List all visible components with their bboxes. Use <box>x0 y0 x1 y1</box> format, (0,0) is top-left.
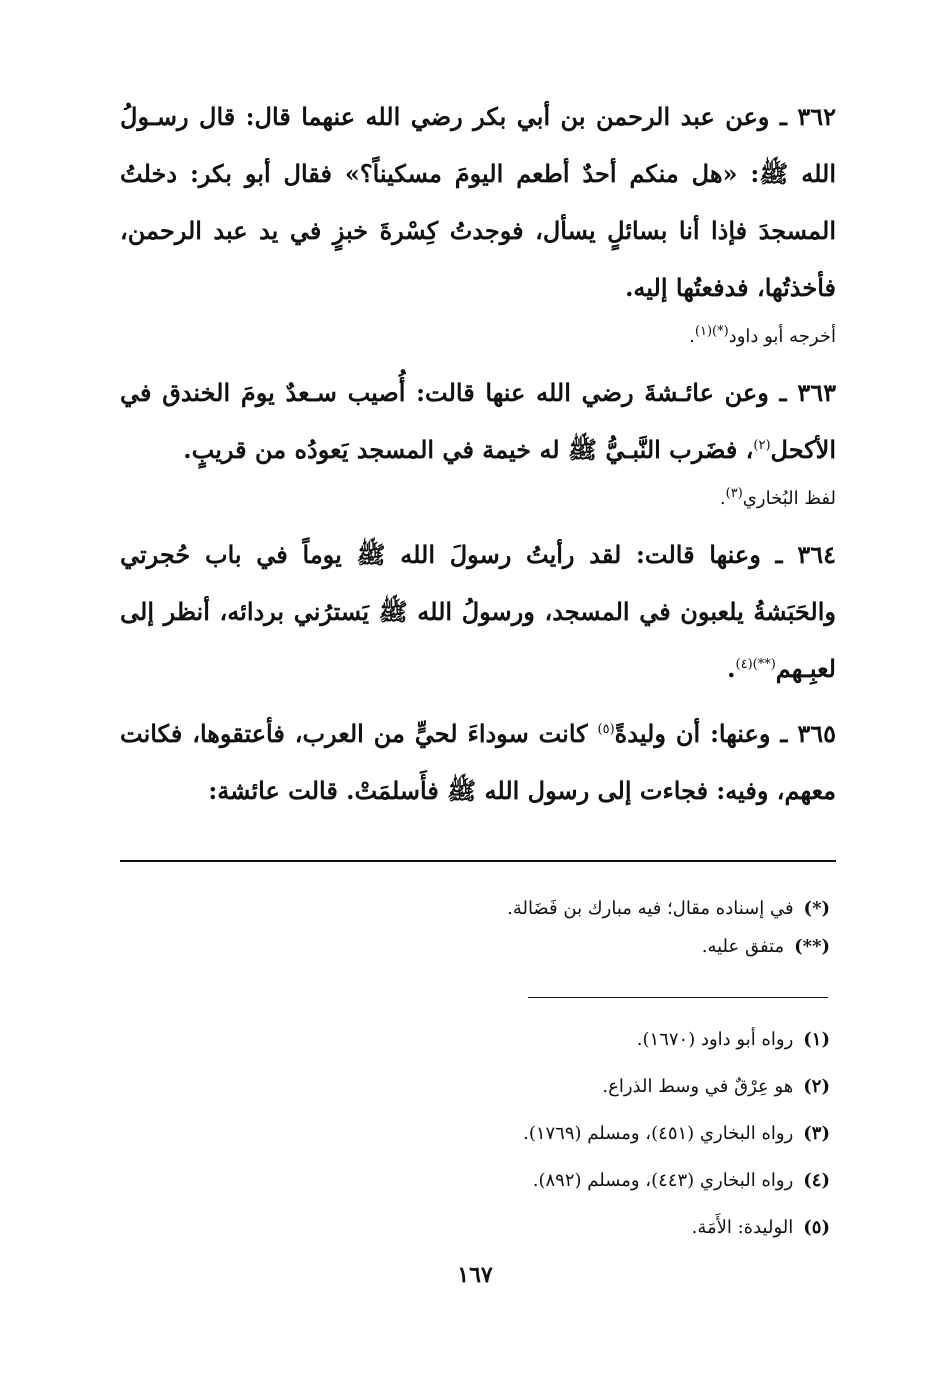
footnote-short-divider <box>528 997 828 998</box>
footnote: (٣)رواه البخاري (٤٥١)، ومسلم (١٧٦٩). <box>523 1123 830 1144</box>
hadith-text-continued: . <box>727 654 736 683</box>
footnote: (١)رواه أبو داود (١٦٧٠). <box>636 1029 830 1050</box>
grading-note: (*)في إسناده مقال؛ فيه مبارك بن فَضَالة. <box>507 898 830 919</box>
hadith-364 <box>120 526 836 697</box>
hadith-365 <box>120 705 836 819</box>
grading-note: (**)متفق عليه. <box>701 936 830 957</box>
hadith-number: ٣٦٣ <box>797 378 836 407</box>
hadith-text: ـ وعن عبد الرحمن بن أبي بكر رضي الله عنهما قال: قال رسـولُ الله ﷺ: «هل منكم أحدٌ أطعم اليومَ مسكيناً؟» فقال أبو بكر: دخلتُ المسجدَ فإذا أنا بسائلٍ يسأل، فوجدتُ كِسْرةَ خبزٍ في يد عبد الرحمن، فأخذتُها، فدفعتُها إليه. <box>120 102 836 302</box>
hadith-text: ـ وعن عائـشةَ رضي الله عنها قالت: أُصيب سـعدٌ يومَ الخندق في الأكحل <box>120 378 836 464</box>
footnote: (٤)رواه البخاري (٤٤٣)، ومسلم (٨٩٢). <box>532 1170 830 1191</box>
hadith-text: ـ وعنها قالت: لقد رأيتُ رسولَ الله ﷺ يوماً في باب حُجرتي والحَبَشةُ يلعبون في المسجد، ورسولُ الله ﷺ يَسترُني بردائه، أنظر إلى لعبِـهم <box>120 540 836 683</box>
footnote: (٢)هو عِرْقٌ في وسط الذراع. <box>602 1076 830 1097</box>
grading-notes <box>120 890 830 966</box>
hadith-number: ٣٦٢ <box>797 102 837 131</box>
footnote-divider <box>120 860 836 862</box>
main-text <box>120 88 836 819</box>
page-number: ١٦٧ <box>457 1262 493 1288</box>
footnote: (٥)الوليدة: الأَمَة. <box>691 1217 830 1238</box>
hadith-text-continued: ، فضَرب النَّبـيُّ ﷺ له خيمة في المسجد يَعودُه من قريبٍ. <box>183 435 754 464</box>
footnote-mark: (*)(١) <box>694 324 729 339</box>
hadith-text: ـ وعنها: أن وليدةً <box>614 719 788 748</box>
footnote-mark: (٢) <box>753 438 771 453</box>
hadith-number: ٣٦٤ <box>797 540 836 569</box>
hadith-number: ٣٦٥ <box>797 719 837 748</box>
hadith-source: أخرجه أبو داود$^{(*)(١)}$. <box>689 324 836 347</box>
hadith-source: لفظ البُخاري$^{(٣)}$. <box>719 486 836 509</box>
hadith-text-continued: كانت سوداءَ لحيٍّ من العرب، فأعتقوها، فكانت معهم، وفيه: فجاءت إلى رسول الله ﷺ فأَسلمَتْ. قالت عائشة: <box>120 719 836 805</box>
footnote-mark: (٥) <box>597 722 615 737</box>
footnote-mark: (**)(٤) <box>735 657 776 672</box>
footnotes <box>120 1016 830 1251</box>
hadith-362 <box>120 88 836 316</box>
footnote-mark: (٣) <box>725 486 743 501</box>
hadith-363 <box>120 364 836 478</box>
